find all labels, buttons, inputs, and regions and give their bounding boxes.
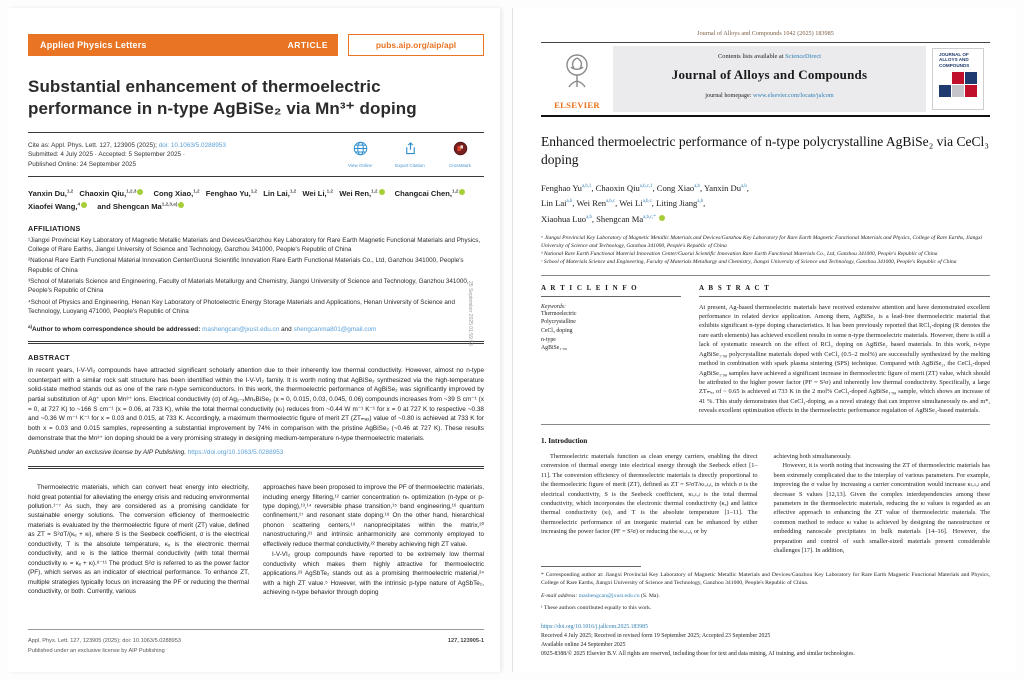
author-affil-sup: 1,2 (250, 188, 258, 194)
license-line (28, 449, 484, 456)
section-heading: 1. Introduction (541, 436, 588, 445)
view-online-button[interactable] (342, 141, 378, 171)
author-affil-sup: a,b (566, 199, 573, 205)
divider (28, 341, 484, 344)
author-affil-sup: 1,2 (371, 188, 378, 194)
author-affil-sup: a,b (741, 184, 747, 190)
keyword: Thermoelectric (541, 310, 577, 317)
author-name: Fenghao Yu (541, 183, 582, 194)
footnote-divider (541, 566, 641, 567)
author-affil-sup: 1,2,3,a) (161, 201, 178, 207)
author-affil-sup: a,b (697, 199, 704, 205)
affiliation-entry: ¹Jiangxi Provincial Key Laboratory of Magnetic Metallic Materials and Devices/Ganzhou Key Laboratory for Rare Earth Magnetic Functional Materials and Physics, College of Rare Earths, Jiangxi University of Science and Technology, Ganzhou 341000, People's Republic of China (28, 236, 481, 253)
body-columns (541, 452, 990, 556)
author-affil-sup: a,b,1 (581, 184, 592, 190)
author-name: Wei Ren, (339, 188, 372, 198)
correspondence-joiner: and (279, 326, 294, 334)
email-note (541, 592, 990, 601)
body-paragraph: I-V-VI₂ group compounds have reported to be extremely low thermal conductivity which makes them highly attractive for thermoelectric applications.²³ AgSbTe₂ stands out as a promising thermoelectric material,²⁴ with a high ZT value.⁵ However, with the intrinsic p-type nature of AgSbTe₂, achieving n-type behavior through doping (263, 551, 484, 596)
divider (541, 42, 990, 43)
orcid-icon[interactable] (379, 189, 385, 195)
elsevier-logo-block[interactable] (541, 46, 613, 112)
journal-name[interactable]: Applied Physics Letters (40, 40, 147, 50)
orcid-icon[interactable] (178, 202, 184, 208)
download-timestamp: 25 September 2025 01:59:53 (467, 281, 473, 346)
author-name: Xiaofei Wang, (28, 202, 78, 212)
author-affil-sup: a,b,c (642, 199, 652, 205)
affiliation-entry: ᶜ School of Materials Science and Engineering, Faculty of Materials Metallurgy and Chemistry, Jiangxi University of Science and Technology, Ganzhou 341000, People's Republic of China (541, 259, 957, 266)
author-affil-sup: a,b,c (606, 199, 616, 205)
abstract-column (699, 284, 990, 416)
divider (28, 132, 484, 133)
view-online-label: View Online (348, 162, 372, 168)
author-name: and Shengcan Ma (97, 202, 162, 212)
email-suffix: (S. Ma). (639, 592, 660, 599)
jalcom-article-page (512, 8, 1016, 672)
doi-link[interactable]: doi: 10.1063/5.0288953 (158, 141, 226, 149)
author-affil-sup: 1,2 (452, 188, 459, 194)
author-affil-sup: a,b (586, 214, 592, 220)
author-affil-sup: a,b (694, 184, 700, 190)
body-paragraph: achieving both simultaneously. (773, 452, 852, 460)
article-action-icons (342, 141, 484, 171)
page-number: 127, 123905-1 (447, 637, 484, 644)
abstract-heading: A B S T R A C T (699, 283, 771, 292)
affiliations-block (541, 234, 990, 267)
body-paragraph: However, it is worth noting that increasing the ZT of thermoelectric materials has been extremely complicated due to the interplay of various parameters. For example, improving the σ value by increasing a carrier concentration would increase κₜₒₜₐₗ and decrease S values [12,13]. Given the complex interdependencies among these parameters in the thermoelectric materials, reducing the κₗ values is regarded as an effective approach to enhancing the ZT value of thermoelectric materials. The common method to reduce κₗ value is achieved by designing the nanostructure or embedding nanoscale precipitates in bulk materials [14–16]. However, the preparation and control of such smaller-sized materials present considerable challenges [17]. In addition, (773, 462, 990, 555)
orcid-icon[interactable] (137, 189, 143, 195)
email-label: E-mail address: (541, 592, 579, 599)
author-name: Wei Ren (576, 198, 607, 209)
page-footer (28, 629, 484, 656)
keywords-label: Keywords: (541, 303, 566, 310)
author-affil-sup: 1,2,3 (126, 188, 137, 194)
divider (28, 466, 484, 469)
author-affil-sup: 1,2 (66, 188, 74, 194)
author-affil-sup: 1,2 (326, 188, 334, 194)
masthead-journal-name: Journal of Alloys and Compounds (671, 67, 868, 82)
author-name: Cong Xiao (656, 183, 695, 194)
author-affil-sup: 1,2 (289, 188, 297, 194)
author-affil-sup: 4 (77, 201, 81, 207)
submitted-accepted-text: Submitted: 4 July 2025 · Accepted: 5 September 2025 · (28, 151, 186, 159)
author-name: Changcai Chen, (394, 188, 453, 198)
author-name: Lin Lai (541, 198, 567, 209)
author-list (28, 187, 484, 214)
apl-header (28, 34, 484, 56)
article-info-column (541, 284, 681, 416)
author-name: Shengcan Ma (596, 213, 644, 224)
divider (699, 296, 990, 297)
abstract-heading: ABSTRACT (28, 353, 70, 363)
crossmark-icon (453, 141, 468, 161)
author-name: Fenghao Yu, (205, 188, 251, 198)
orcid-icon[interactable] (81, 202, 87, 208)
divider (541, 424, 990, 425)
orcid-icon[interactable] (459, 189, 465, 195)
body-columns (28, 483, 484, 597)
cite-as-text: Cite as: Appl. Phys. Lett. 127, 123905 (2025); (28, 141, 159, 149)
crossmark-label: CrossMark (449, 162, 471, 168)
correspondence-note (28, 324, 484, 333)
author-name: Wei Li (619, 198, 643, 209)
license-doi-link[interactable]: https://doi.org/10.1063/5.0288953 (187, 449, 284, 457)
export-icon (403, 141, 418, 161)
author-line: Lin Lai$^{a,b}$, Wei Ren$^{a,b,c}$, Wei Li$^{a,b,c}$, Liting Jiang$^{a,b}$, (541, 198, 706, 209)
body-column-right (774, 452, 991, 556)
author-affil-sup: a,b,c,* (643, 214, 656, 220)
body-paragraph: approaches have been proposed to improve the PF of thermoelectric materials, including energy filtering,¹² carrier concentration nₕ optimization (n-type or p-type doping),¹³,¹⁴ reversible phase transition,¹⁵ band engineering,¹⁶ quantum confinement,¹⁷ and resonant state doping.¹⁸ On the other hand, hierarchical phonon scattering centers,¹⁹ nanoprecipitates within the matrix,²⁰ nanostructuring,²¹ and intrinsic anharmonicity are commonly employed to effectively reduce thermal conductivity,²² thereby achieving high ZT value. (263, 484, 484, 548)
paper-title: Substantial enhancement of thermoelectric performance in n-type AgBiSe₂ via Mn³⁺ doping (28, 77, 417, 118)
affiliations-heading: AFFILIATIONS (28, 224, 81, 234)
email-link[interactable]: shengcanma801@gmail.com (293, 326, 377, 334)
author-name: Chaoxin Qiu (595, 183, 640, 194)
abstract-text: At present, Ag-based thermoelectric materials have received extensive attention and have demonstrated excellent performance in related device application. Among them, AgBiSe₂ is a lead-free thermoelectric material that exhibits significant n-type doping characteristics. It has been previously reported that RCl₃-doping (R denotes the rare earth elements) has achieved excellent results in some n-type thermoelectric materials. However, there is still a lack of systematic research on the effect of RCl₃ doping on AgBiSe₂ based materials. In this work, n-type AgBiSe₁.₉₈ polycrystalline materials doped with CeCl₃ (0.5–2 mol%) are successfully synthesized by the melting method in combination with spark plasma sintering (SPS) technique. Compared with AgBiSe₂, the CeCl₃-doped AgBiSe₁.₉₈ samples have achieved a significant increase in thermoelectric figure of merit (ZT) value, which should be attributed to the higher power factor (PF = S²σ) and inherently low thermal conductivity. Specifically, a large ZTₘₐₓ of ~ 0.65 is achieved at 733 K in the 2 mol% CeCl₃-doped AgBiSe₁.₉₈ sample, which shows an increase of 41 %. This study demonstrates that CeCl₃-doping, as a novel strategy that can improve simultaneously nₕ and m*, reveals excellent optimization effects in the thermoelectric performance regulation of AgBiSe₂-based materials. (699, 303, 990, 415)
elsevier-tree-icon (557, 50, 597, 99)
body-column-left (541, 452, 758, 556)
license-text: Published under an exclusive license by AIP Publishing. (28, 449, 188, 457)
equal-contribution-note: ¹ These authors contributed equally to this work. (541, 605, 652, 612)
masthead-center (613, 46, 926, 112)
body-column-right (263, 483, 484, 597)
divider (28, 176, 484, 177)
homepage-link[interactable]: www.elsevier.com/locate/jalcom (753, 92, 834, 99)
author-name: Lin Lai, (263, 188, 290, 198)
homepage-label: journal homepage: (705, 92, 754, 99)
apl-article-page (8, 8, 500, 672)
published-online-text: Published Online: 24 September 2025 (28, 161, 137, 169)
globe-icon (353, 141, 368, 161)
keyword: Polycrystalline (541, 319, 576, 326)
affiliation-entry: ²National Rare Earth Functional Material Innovation Center/Guorui Scientific Innovation Rare Earth Functional Materials Co., Ltd, Ganzhou 341000, People's Republic of China (28, 257, 464, 274)
author-affil-sup: a,b,c,1 (639, 184, 653, 190)
citation-block (28, 141, 484, 171)
footer-citation: Appl. Phys. Lett. 127, 123905 (2025); doi: 10.1063/5.0288953 (28, 637, 182, 644)
contents-lists-text: Contents lists available at (718, 53, 786, 60)
crossmark-button[interactable] (442, 141, 478, 171)
copyright-line: 0925-8388/© 2025 Elsevier B.V. All rights are reserved, including those for text and data mining, AI training, and similar technologies. (541, 650, 855, 657)
affiliation-entry: ᵇ National Rare Earth Functional Material Innovation Center/Guorui Scientific Innovation Rare Earth Functional Materials Co., Ltd, Ganzhou 341000, People's Republic of China (541, 251, 938, 258)
imprint-block (541, 623, 990, 659)
correspondence-label: Author to whom correspondence should be addressed: (32, 326, 203, 334)
author-name: Xiaohua Luo (541, 213, 587, 224)
orcid-icon[interactable] (659, 215, 665, 221)
keyword: AgBiSe₁.₉₈ (541, 345, 567, 352)
sciencedirect-link[interactable]: ScienceDirect (785, 53, 821, 60)
keyword: CeCl₃ doping (541, 327, 573, 334)
cover-title: JOURNAL OF ALLOYS AND COMPOUNDS (939, 52, 970, 68)
journal-masthead (541, 46, 990, 112)
article-type-badge: ARTICLE (287, 40, 328, 50)
affiliation-entry: ᵃ Jiangxi Provincial Key Laboratory of Magnetic Metallic Materials and Devices/Ganzhou Key Laboratory for Rare Earth Magnetic Functional Materials and Physics, College of Rare Earths, Jiangxi University of Science and Technology, Ganzhou 341000, People's Republic of China (541, 234, 983, 249)
doi-link[interactable]: https://doi.org/10.1016/j.jallcom.2025.183985 (541, 623, 648, 630)
info-abstract-block (541, 284, 990, 416)
body-paragraph: Thermoelectric materials, which can convert heat energy into electricity, hold great potential for alleviating the energy crisis and reducing environmental pollution.¹⁻⁷ As such, they are considered as a promising candidate for sustainable energy solutions. The conversion efficiency of thermoelectric materials is evaluated by the thermoelectric figure of merit (ZT) value, defined as ZT = S²σT/(κₑ + κₗ), where S is the Seebeck coefficient, σ is the electrical conductivity, T is the absolute temperature, κₑ is the electronic thermal conductivity, and κₗ is the lattice thermal conductivity (with total thermal conductivity κₜ = κₑ + κₗ).⁸⁻¹¹ The product S²σ is referred to as the power factor (PF), which serves as an indicator of electrical performance. To enhance ZT, multiple strategies typically focus on increasing the PF or reducing the thermal conductivity, or both. Currently, various (28, 484, 249, 595)
footer-license: Published under an exclusive license by AIP Publishing (28, 647, 165, 654)
body-column-left (28, 483, 249, 597)
author-line: Xiaohua Luo$^{a,b}$, Shengcan $Ma^{a,b,c,*}$ (541, 212, 990, 227)
cover-pattern (939, 72, 981, 97)
export-citation-label: Export Citation (395, 162, 425, 168)
author-name: Chaoxin Qiu, (79, 188, 127, 198)
available-online: Available online 24 September 2025 (541, 641, 626, 648)
correspondence-marker: a) (28, 324, 33, 330)
apl-header-bar (28, 34, 338, 56)
running-head: Journal of Alloys and Compounds 1042 (2025) 183985 (697, 30, 834, 37)
export-citation-button[interactable] (392, 141, 428, 171)
affiliation-entry: ³School of Materials Science and Engineering, Faculty of Materials Metallurgy and Chemistry, Jiangxi University of Science and Technology, Ganzhou 341000, People's Republic of China (28, 278, 469, 295)
journal-cover-thumbnail[interactable] (932, 48, 984, 110)
divider (541, 275, 990, 276)
received-dates: Received 4 July 2025; Received in revised form 19 September 2025; Accepted 23 September 2025 (541, 632, 771, 639)
author-affil-sup: 1,2 (193, 188, 200, 194)
elsevier-wordmark: ELSEVIER (554, 100, 600, 110)
keyword: n-type (541, 336, 556, 343)
author-line: Fenghao Yu$^{a,b,1}$, Chaoxin Qiu$^{a,b,c,1}$, Cong Xiao$^{a,b}$, Yanxin Du$^{a,b}$, (541, 183, 749, 194)
paper-title: Enhanced thermoelectric performance of n-type polycrystalline AgBiSe₂ via CeCl₃ doping (541, 134, 990, 168)
article-info-heading: A R T I C L E I N F O (541, 283, 639, 292)
author-name: Liting Jiang (656, 198, 698, 209)
journal-cover-block (926, 46, 990, 112)
author-name: Yanxin Du, (28, 188, 67, 198)
publisher-url-link[interactable]: pubs.aip.org/aip/apl (348, 34, 484, 56)
body-paragraph: Thermoelectric materials function as clean energy carriers, enabling the direct conversion of thermal energy into electrical energy through the Seebeck effect [1–11]. The conversion efficiency of thermoelectric materials is directly proportional to the thermoelectric figure of merit (ZT), defined as ZT = S²σT/κₜₒₜₐₗ, in which σ is the electrical conductivity, S is the Seebeck coefficient, κₜₒₜₐₗ is the total thermal conductivity, which incorporates the electronic thermal conductivity (κₑ) and lattice thermal conductivity (κₗ), and T is the absolute temperature [1–11]. The thermoelectric performance of an inorganic material can be enhanced by either increasing the power factor (PF = S²σ) or reducing the κₜₒₜₐₗ, or by (541, 452, 758, 536)
corresponding-author-note: * Corresponding author at: Jiangxi Provincial Key Laboratory of Magnetic Metallic Materials and Devices/Ganzhou Key Laboratory for Rare Earth Magnetic Functional Materials and Physics, College of Rare Earths, Jiangxi University of Science and Technology, Ganzhou 341000, People's Republic of China. (541, 571, 990, 587)
email-link[interactable]: mashengcan@jxust.edu.cn (202, 326, 280, 334)
email-link[interactable]: mashengcan@jxust.edu.cn (578, 592, 640, 599)
author-list (541, 181, 990, 226)
author-name: Wei Li, (302, 188, 327, 198)
divider (541, 115, 990, 117)
affiliation-entry: ⁴School of Physics and Engineering, Henan Key Laboratory of Photoelectric Energy Storage Materials and Applications, Henan University of Science and Technology, Luoyang 471000, People's Republic of China (28, 298, 455, 316)
author-name: Yanxin Du (703, 183, 742, 194)
author-name: Cong Xiao, (153, 188, 194, 198)
divider (541, 296, 681, 297)
abstract-text: In recent years, I-V-VI₂ compounds have attracted significant scholarly attention due to their inherently low thermal conductivity. However, almost no n-type counterpart with a similar rock salt structure has been identified within the I-V-VI₂ family. It is worth noting that AgBiSe₂ synthesized via the high-temperature solid-state method stands out as one of the rare n-type semiconductors. In this work, the thermoelectric performance of AgBiSe₂ was significantly improved by partial substitution of Ag⁺ upon Mn³⁺ ions. Electrical conductivity (σ) of Ag₁₋ₓMnₓBiSe₂ (x = 0, 0.015, 0.03, 0.045, 0.06) compounds increases from ~39 S cm⁻¹ (x = 0, at 727 K) to ~166 S cm⁻¹ (x = 0.06, at 733 K), while the total thermal conductivity (κₜ) reduces from ~0.44 W m⁻¹ K⁻¹ for x = 0 at 727 K to respective ~0.38 and ~0.36 W m⁻¹ K⁻¹ for x = 0.03 and 0.015, at 733 K. Accordingly, a maximum thermoelectric figure of merit ZT (ZTₘₐₓ) value of ~0.80 is achieved at 733 K for both x = 0.03 and 0.015 samples, representing a substantial improvement by 74% in comparison with the pristine AgBiSe₂ (~0.46 at 727 K). These results demonstrate that the Mn³⁺ ion doping should be a very promising strategy in designing medium-temperature n-type thermoelectric materials. (28, 367, 484, 442)
